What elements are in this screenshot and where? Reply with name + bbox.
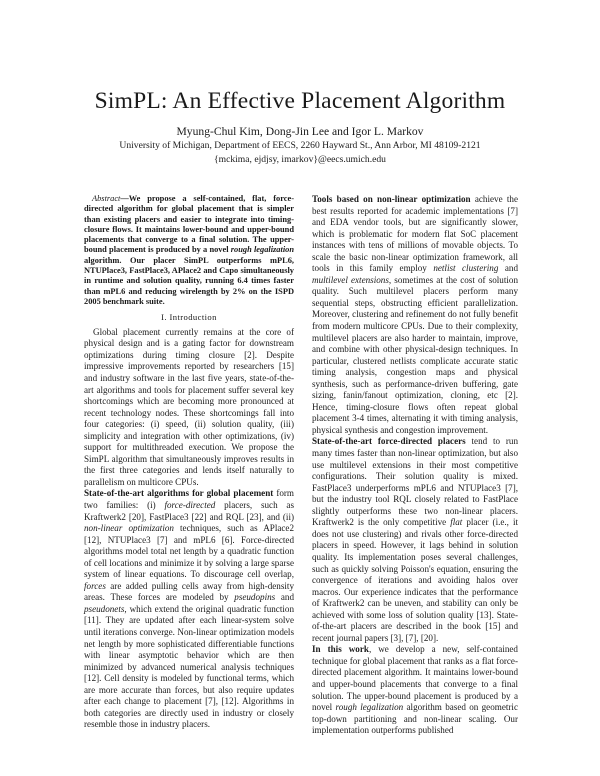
right-column (312, 194, 518, 737)
intro-paragraph-1: Global placement currently remains at the core of physical design and is a gating factor for downstream optimizations during timing closure [2]. Despite impressive improvements reported by researchers [15] and industry software in the last five years, state-of-the-art algorithms and tools for placement suffer several key shortcomings which are becoming more pronounced at recent technology nodes. These shortcomings fall into four categories: (i) speed, (ii) solution quality, (iii) simplicity and integration with other optimizations, (iv) support for multithreaded execution. We propose the SimPL algorithm that simultaneously improves results in the first three categories and lends itself naturally to parallelism on multicore CPUs. (84, 326, 294, 487)
run-in-heading: Tools based on non-linear optimization (312, 194, 471, 204)
body-paragraph-this-work: In this work, we develop a new, self-contained technique for global placement that ranks as a flat force-directed placement algorithm. It maintains lower-bound and upper-bound placements that converge to a final solution. The upper-bound placement is produced by a novel rough legalization algorithm based on geometric top-down partitioning and non-linear scaling. Our implementation outperforms published (312, 644, 518, 736)
run-in-heading: State-of-the-art algorithms for global placement (84, 488, 274, 499)
body-paragraph-force-directed: State-of-the-art force-directed placers tend to run many times faster than non-linear optimization, but also use multilevel extensions in their most competitive configurations. Their solution quality is mixed. FastPlace3 underperforms mPL6 and NTUPlace3 [7], but the industry tool RQL closely related to FastPlace slightly outperforms these two non-linear placers. Kraftwerk2 is the only competitive flat placer (i.e., it does not use clustering) and rivals other force-directed placers in speed. However, it lags behind in solution quality. Its implementation poses several challenges, such as quickly solving Poisson's equation, ensuring the convergence of iterations and avoiding halos over macros. Our experience indicates that the performance of Kraftwerk2 can be uneven, and stability can only be achieved with some loss of solution quality [13]. State-of-the-art placers are described in the book [15] and recent journal papers [3], [7], [20]. (312, 436, 518, 643)
abstract-label: Abstract (92, 194, 121, 203)
left-column (84, 194, 294, 731)
run-in-heading: State-of-the-art force-directed placers (312, 436, 466, 447)
abstract: Abstract—We propose a self-contained, flat, force-directed algorithm for global placement that is simpler than existing placers and easier to integrate into timing-closure flows. It maintains lower-bound and upper-bound placements that converge to a final solution. The upper-bound placement is produced by a novel rough legalization algorithm. Our placer SimPL outperforms mPL6, NTUPlace3, FastPlace3, APlace2 and Capo simultaneously in runtime and solution quality, running 6.4 times faster than mPL6 and reducing wirelength by 2% on the ISPD 2005 benchmark suite. (84, 194, 294, 306)
paper-title: SimPL: An Effective Placement Algorithm (94, 88, 506, 114)
body-paragraph-nonlinear-tools: Tools based on non-linear optimization achieve the best results reported for academic implementations [7] and EDA vendor tools, but are significantly slower, which is problematic for modern flat SoC placement instances with tens of millions of movable objects. To scale the basic non-linear optimization framework, all tools in this family employ netlist clustering and multilevel extensions, sometimes at the cost of solution quality. Such multilevel placers perform many sequential steps, obstructing efficient parallelization. Moreover, clustering and refinement do not fully benefit from modern multicore CPUs. Due to their complexity, multilevel placers are also harder to maintain, improve, and combine with other physical-design techniques. In particular, clustered netlists complicate accurate static timing analysis, congestion maps and physical synthesis, such as performance-driven buffering, gate sizing, fanin/fanout optimization, cloning, etc [2]. Hence, timing-closure flows often repeat global placement 3-4 times, alternating it with timing analysis, physical synthesis and congestion improvement. (312, 194, 519, 435)
intro-paragraph-2: State-of-the-art algorithms for global placement form two families: (i) force-directed placers, such as Kraftwerk2 [20], FastPlace3 [22] and RQL [23], and (ii) non-linear optimization techniques, such as APlace2 [12], NTUPlace3 [7] and mPL6 [6]. Force-directed algorithms model total net length by a quadratic function of cell locations and minimize it by solving a large sparse system of linear equations. To discourage cell overlap, forces are added pulling cells away from high-density areas. These forces are modeled by pseudopins and pseudonets, which extend the original quadratic function [11]. They are updated after each linear-system solve until iterations converge. Non-linear optimization models net length by more sophisticated differentiable functions with linear asymptotic behavior which are then minimized by advanced numerical analysis techniques [12]. Cell density is modeled by functional terms, which are more accurate than forces, but also require updates after each change to placement [7], [12]. Algorithms in both categories are directly used in industry or closely resemble those in industry placers. (84, 488, 294, 730)
section-heading-introduction: I. Introduction (161, 312, 217, 323)
run-in-heading: In this work (312, 644, 369, 655)
affiliation: University of Michigan, Department of EECS, 2260 Hayward St., Ann Arbor, MI 48109-2121 (119, 140, 481, 151)
author-emails: {mckima, ejdjsy, imarkov}@eecs.umich.edu (214, 154, 386, 165)
author-list: Myung-Chul Kim, Dong-Jin Lee and Igor L. Markov (176, 125, 424, 138)
